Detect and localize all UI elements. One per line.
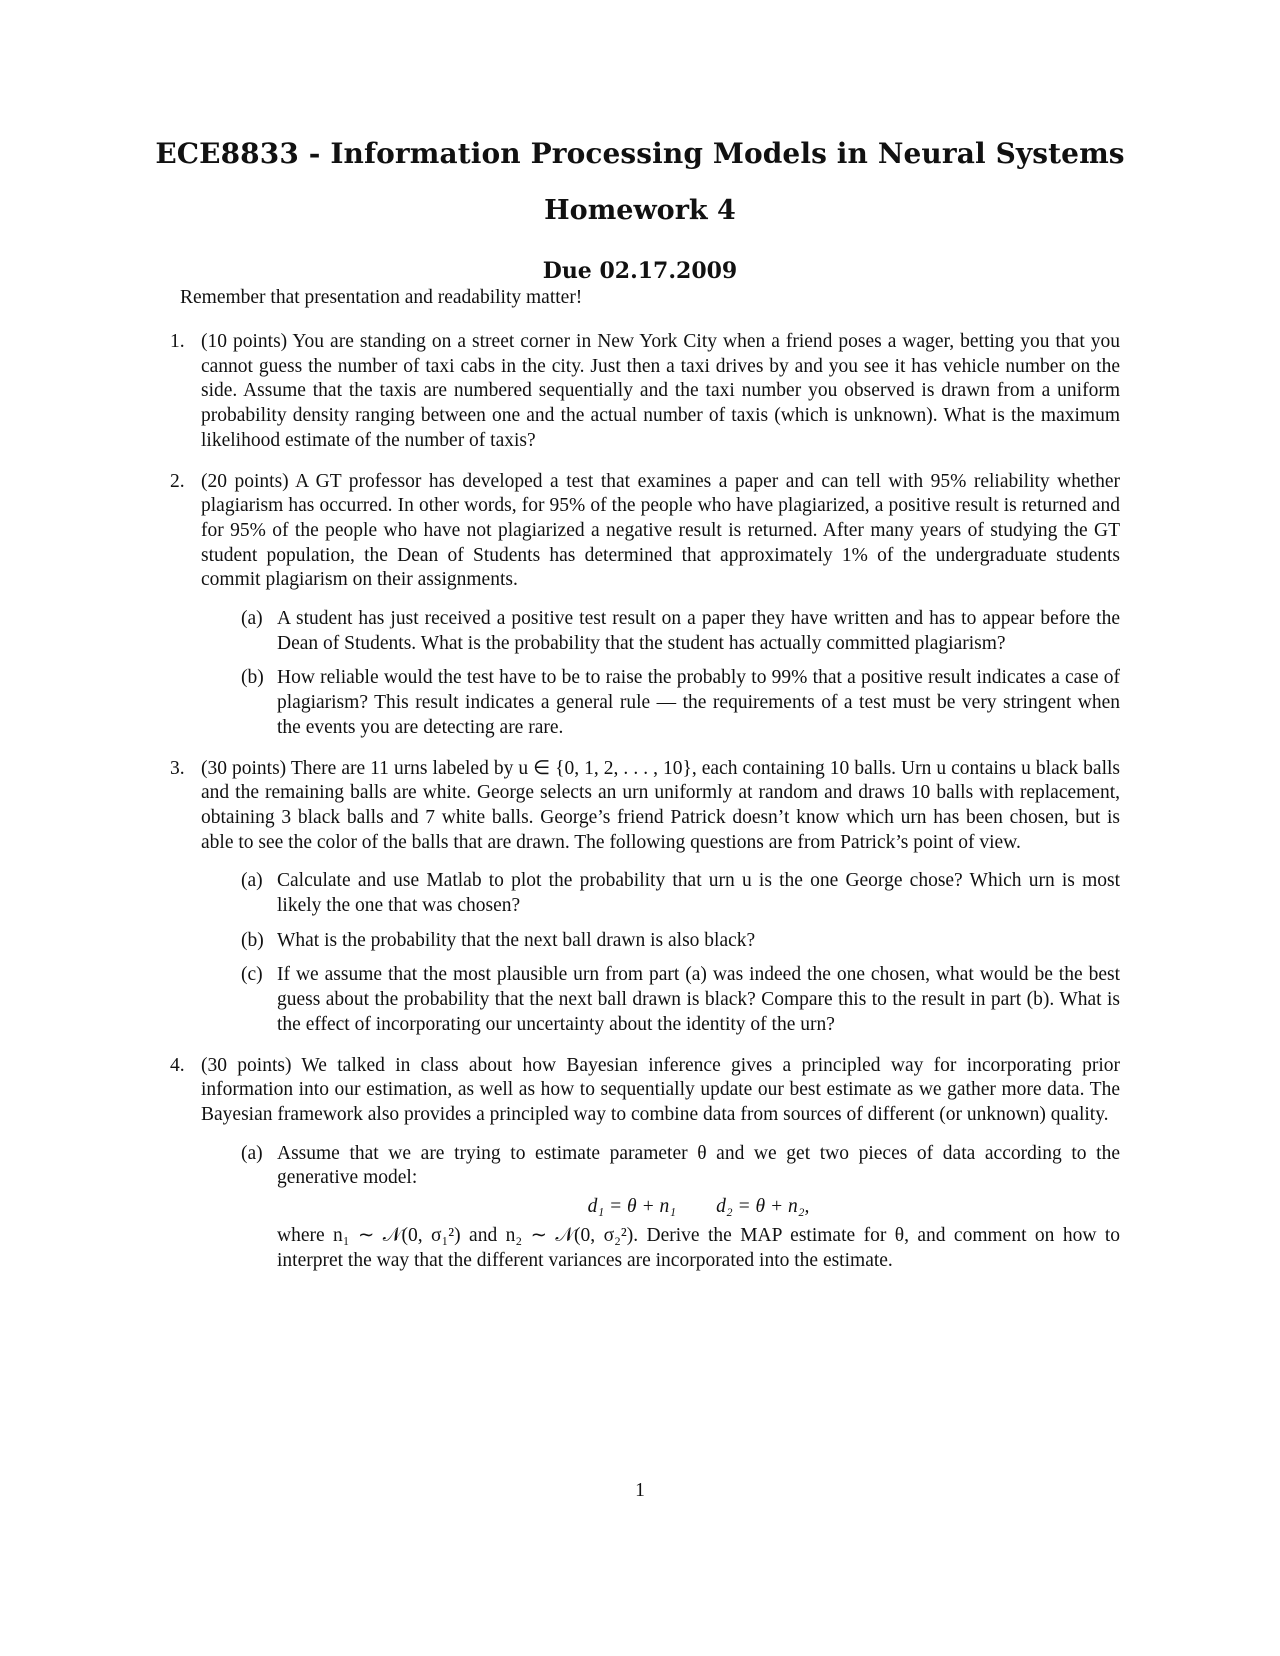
problem-number: 3. (170, 757, 185, 779)
subpart-2a (201, 607, 1120, 656)
subpart-text: How reliable would the test have to be to raise the probably to 99% that a positive result indicates a case of plagiarism? This result indicates a general rule — the requirements of a test must be very stringent when the events you are detecting are rare. (277, 667, 1120, 738)
subpart-label: (b) (241, 929, 264, 951)
subpart-text-continued: where n₁ ∼ 𝒩(0, σ₁²) and n₂ ∼ 𝒩(0, σ₂²). Derive the MAP estimate for θ, and comment on how to interpret the way that the different variances are incorporated into the estimate. (277, 1224, 1120, 1271)
problem-text: (30 points) We talked in class about how Bayesian inference gives a principled way for incorporating prior information into our estimation, as well as how to sequentially update our best estimate as we gather more data. The Bayesian framework also provides a principled way to combine data from sources of different (or unknown) quality. (201, 1054, 1120, 1125)
problem-number: 1. (170, 331, 185, 352)
homework-title: Homework 4 (544, 195, 736, 226)
problem-list (170, 330, 1120, 1289)
generative-model-equation (277, 1195, 1120, 1220)
page-number: 1 (635, 1480, 645, 1501)
subpart-label: (c) (241, 964, 263, 986)
problem-4 (170, 1054, 1120, 1274)
subpart-3c (201, 963, 1120, 1037)
problem-number: 2. (170, 470, 185, 492)
equation-d2: d₂ = θ + n₂, (716, 1196, 810, 1218)
subpart-text: Calculate and use Matlab to plot the probability that urn u is the one George chose? Which urn is most likely the one that was chosen? (277, 870, 1120, 917)
subpart-3b (201, 929, 1120, 954)
subparts (201, 1142, 1120, 1274)
subpart-text: If we assume that the most plausible urn from part (a) was indeed the one chosen, what would be the best guess about the probability that the next ball drawn is black? Compare this to the result in part (b). What is the effect of incorporating our uncertainty about the identity of the urn? (277, 964, 1120, 1035)
problem-number: 4. (170, 1054, 185, 1076)
course-title: ECE8833 - Information Processing Models in Neural Systems (155, 137, 1125, 170)
subpart-label: (b) (241, 667, 264, 689)
equation-d1: d₁ = θ + n₁ (587, 1196, 677, 1218)
reminder-note: Remember that presentation and readability matter! (180, 287, 583, 308)
problem-2 (170, 470, 1120, 741)
subpart-text: What is the probability that the next ball drawn is also black? (277, 929, 756, 951)
subparts (201, 607, 1120, 741)
subpart-label: (a) (241, 870, 263, 892)
subparts (201, 869, 1120, 1037)
subpart-2b (201, 666, 1120, 740)
due-date: Due 02.17.2009 (542, 258, 738, 284)
subpart-label: (a) (241, 1142, 263, 1164)
subpart-text: Assume that we are trying to estimate parameter θ and we get two pieces of data according to the generative model: (277, 1142, 1120, 1189)
subpart-label: (a) (241, 608, 263, 630)
problem-text: (30 points) There are 11 urns labeled by u ∈ {0, 1, 2, . . . , 10}, each containing 10 balls. Urn u contains u black balls and the remaining balls are white. George selects an urn uniformly at random and draws 10 balls with replacement, obtaining 3 black balls and 7 white balls. George’s friend Patrick doesn’t know which urn has been chosen, but is able to see the color of the balls that are drawn. The following questions are from Patrick’s point of view. (201, 757, 1120, 853)
subpart-text: A student has just received a positive test result on a paper they have written and has to appear before the Dean of Students. What is the probability that the student has actually committed plagiarism? (277, 608, 1120, 654)
subpart-3a (201, 869, 1120, 918)
problem-text: (20 points) A GT professor has developed a test that examines a paper and can tell with 95% reliability whether plagiarism has occurred. In other words, for 95% of the people who have plagiarized, a positive result is returned and for 95% of the people who have not plagiarized a negative result is returned. After many years of studying the GT student population, the Dean of Students has determined that approximately 1% of the undergraduate students commit plagiarism on their assignments. (201, 470, 1120, 591)
problem-text: (10 points) You are standing on a street corner in New York City when a friend poses a wager, betting you that you cannot guess the number of taxi cabs in the city. Just then a taxi drives by and you see it has vehicle number on the side. Assume that the taxis are numbered sequentially and the taxi number you observed is drawn from a uniform probability density ranging between one and the actual number of taxis (which is unknown). What is the maximum likelihood estimate of the number of taxis? (201, 331, 1120, 451)
subpart-4a (201, 1142, 1120, 1274)
problem-1 (170, 330, 1120, 454)
problem-3 (170, 757, 1120, 1038)
